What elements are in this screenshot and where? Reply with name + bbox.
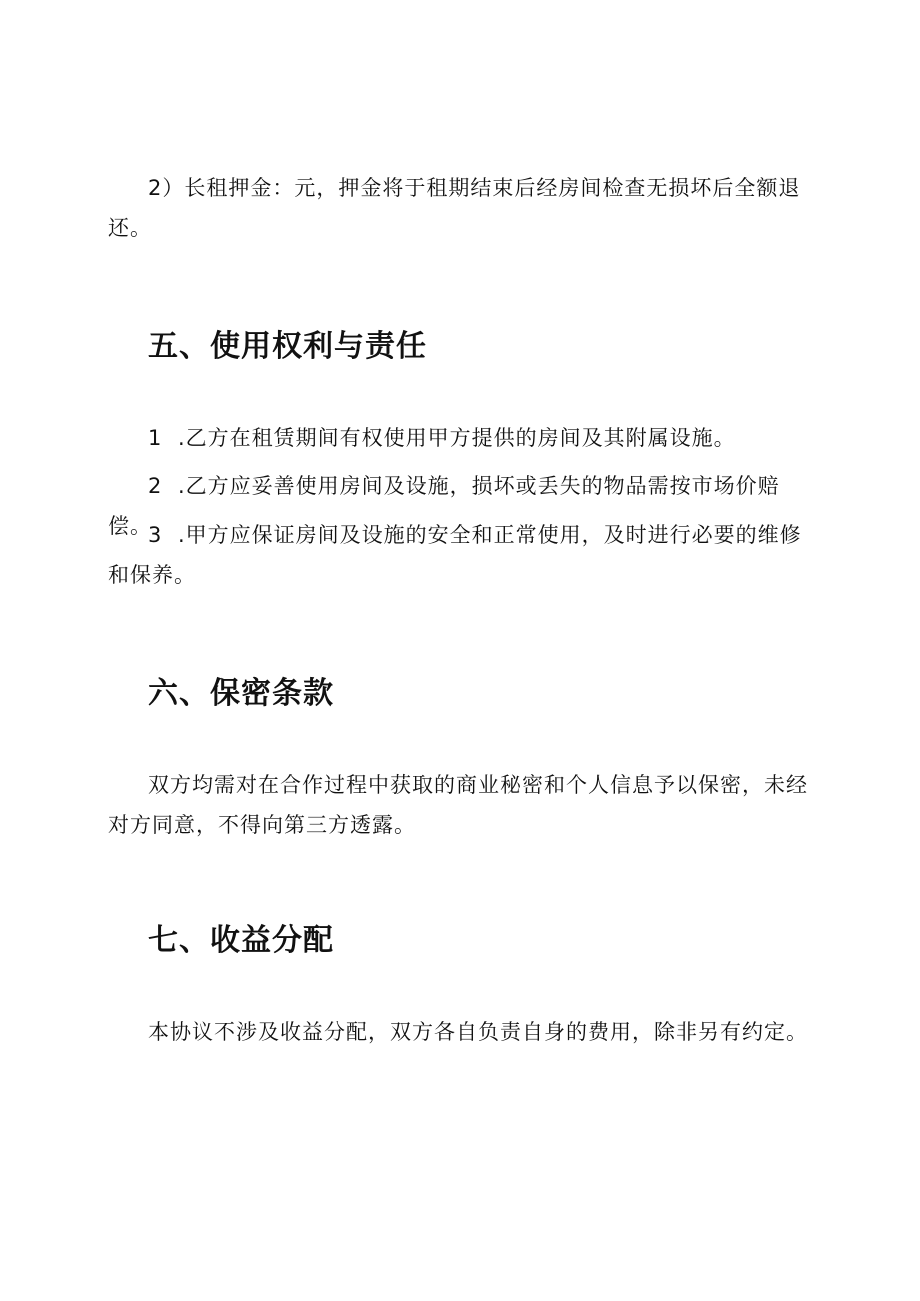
section6-paragraph: 双方均需对在合作过程中获取的商业秘密和个人信息予以保密，未经对方同意，不得向第三方透露。	[108, 773, 808, 837]
section5-item-1-text: .乙方在租赁期间有权使用甲方提供的房间及其附属设施。	[178, 426, 736, 450]
section5-item-1-num: 1	[148, 426, 163, 450]
section5-item-3	[108, 515, 814, 595]
section7-paragraph: 本协议不涉及收益分配，双方各自负责自身的费用，除非另有约定。	[148, 1020, 808, 1044]
section6-heading: 六、保密条款	[148, 676, 334, 711]
section5-item-2-num: 2	[148, 474, 163, 498]
section5-item-1	[108, 418, 814, 458]
section5-item-3-text: .甲方应保证房间及设施的安全和正常使用，及时进行必要的维修和保养。	[108, 523, 802, 587]
deposit-paragraph: 2）长租押金：元，押金将于租期结束后经房间检查无损坏后全额退还。	[108, 176, 801, 240]
section5-item-2-text: .乙方应妥善使用房间及设施，损坏或丢失的物品需按市场价赔偿。	[108, 474, 780, 538]
section7-heading: 七、收益分配	[148, 923, 334, 958]
section5-item-3-num: 3	[148, 523, 163, 547]
section5-heading: 五、使用权利与责任	[148, 329, 427, 364]
